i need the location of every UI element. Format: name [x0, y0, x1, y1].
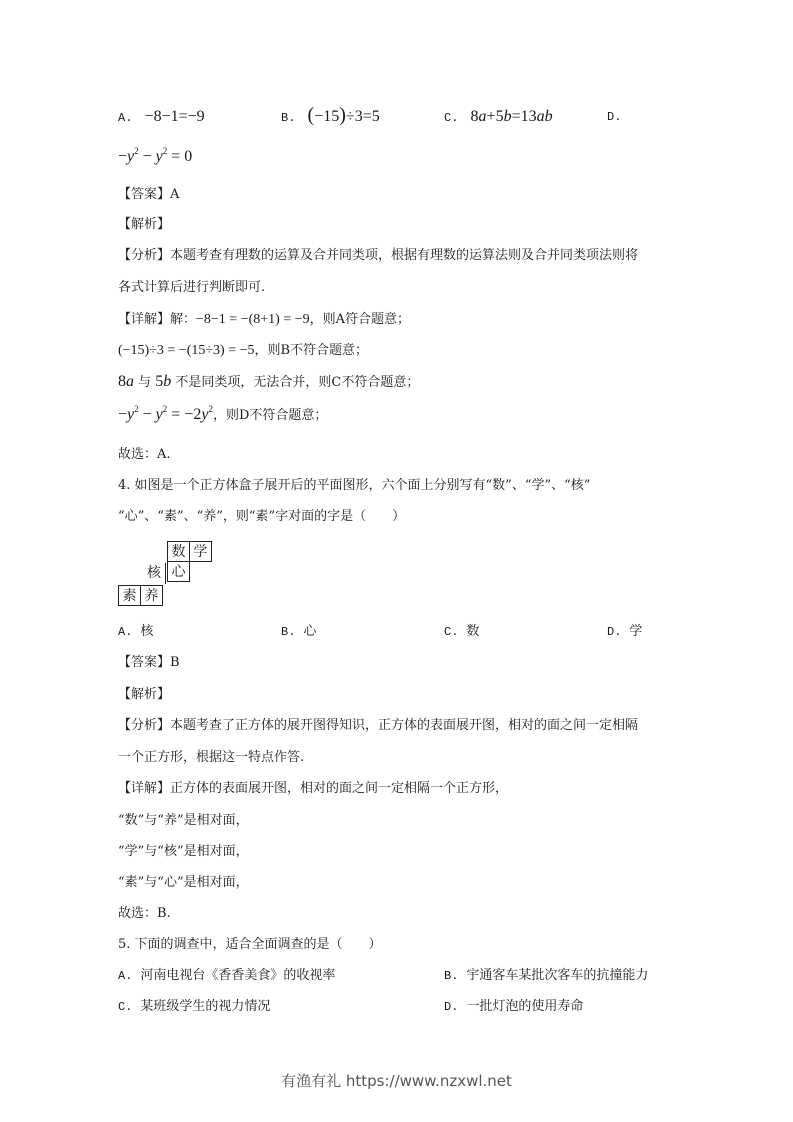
option-label: C.	[444, 111, 459, 125]
q4-detail-line3: “学”与“核”是相对面，	[118, 844, 249, 859]
q4-detail-line1: 【详解】正方体的表面展开图，相对的面之间一定相隔一个正方形，	[118, 781, 509, 796]
option-text: 宇通客车某批次客车的抗撞能力	[466, 968, 649, 983]
q3-analysis-line1: 【分析】本题考查有理数的运算及合并同类项，根据有理数的运算法则及合并同类项法则将	[118, 248, 639, 263]
option-text: 核	[140, 624, 154, 639]
detail-suffix: ，则D不符合题意；	[212, 408, 328, 423]
option-label: C.	[118, 1000, 133, 1014]
q5-option-b	[444, 967, 648, 985]
option-label: A.	[118, 111, 133, 125]
q4-option-a	[118, 623, 153, 641]
option-text: 一批灯泡的使用寿命	[466, 999, 584, 1014]
net-cell: 素	[118, 585, 141, 606]
q4-detail-line2: “数”与“养”是相对面，	[118, 813, 249, 828]
q4-stem-line2: “心”、“素”、“养”，则“素”字对面的字是（ ）	[118, 509, 406, 524]
option-label: D.	[444, 1000, 459, 1014]
q4-analysis-header: 【解析】	[118, 687, 171, 702]
q3-option-c	[444, 108, 553, 127]
q3-option-d-expr: $-y^2 - y^2 = 0$	[118, 146, 193, 165]
detail-prefix: 【详解】解：	[118, 312, 197, 327]
q4-analysis-line2: 一个正方形，根据这一特点作答.	[118, 750, 305, 765]
q3-detail-line4	[118, 406, 327, 425]
q4-analysis-line1: 【分析】本题考查了正方体的展开图得知识，正方体的表面展开图，相对的面之间一定相隔	[118, 718, 639, 733]
option-label: C.	[444, 625, 459, 639]
q4-option-d	[607, 623, 642, 641]
q3-answer: 【答案】A	[118, 187, 180, 202]
q3-detail-line2	[118, 342, 368, 360]
option-label: B.	[281, 111, 296, 125]
detail-expr: −8−1 = −(8+1) = −9	[196, 312, 310, 327]
option-text: 某班级学生的视力情况	[140, 999, 271, 1014]
q3-option-d	[607, 108, 629, 126]
cube-net-diagram	[118, 541, 218, 611]
option-expr: −8−1=−9	[144, 108, 205, 125]
q5-stem: 5. 下面的调查中，适合全面调查的是（ ）	[118, 937, 382, 952]
q4-conclusion: 故选：B.	[118, 906, 171, 921]
q3-analysis-header: 【解析】	[118, 217, 171, 232]
option-label: A.	[118, 969, 133, 983]
option-label: B.	[444, 969, 459, 983]
detail-expr: $-y^2 - y^2 = -2y^2$	[118, 404, 213, 423]
q3-conclusion: 故选：A.	[118, 447, 171, 462]
option-text: 心	[303, 624, 317, 639]
detail-suffix: ，则A符合题意；	[309, 312, 410, 327]
detail-mid: 与	[134, 375, 156, 390]
q3-option-b	[281, 106, 380, 127]
option-text: 河南电视台《香香美食》的收视率	[140, 968, 336, 983]
q4-detail-line4: “素”与“心”是相对面，	[118, 875, 249, 890]
q5-option-c	[118, 998, 270, 1016]
q4-answer: 【答案】B	[118, 655, 180, 670]
detail-suffix: 不是同类项，无法合并，则C不符合题意；	[171, 375, 420, 390]
q3-detail-line1	[118, 311, 410, 329]
detail-suffix: ，则B不符合题意；	[254, 343, 369, 358]
q4-option-c	[444, 623, 479, 641]
q3-detail-line3	[118, 373, 419, 392]
detail-expr: (−15)÷3 = −(15÷3) = −5	[118, 343, 255, 358]
net-cell: 数	[167, 541, 190, 562]
option-expr: 8a+5b=13ab	[470, 108, 553, 125]
term-8a: 8a	[118, 373, 134, 390]
q3-option-a	[118, 108, 205, 127]
term-5b: 5b	[155, 373, 172, 390]
net-cell: 学	[189, 541, 212, 562]
q4-stem-line1: 4. 如图是一个正方体盒子展开后的平面图形，六个面上分别写有“数”、“学”、“核”	[118, 478, 591, 493]
q3-analysis-line2: 各式计算后进行判断即可.	[118, 280, 266, 295]
option-text: 学	[629, 624, 643, 639]
option-label: D.	[607, 625, 622, 639]
net-cell: 养	[140, 585, 163, 606]
option-label: A.	[118, 625, 133, 639]
option-expr: (−15)÷3=5	[307, 104, 380, 126]
q4-option-b	[281, 623, 316, 641]
option-text: 数	[466, 624, 480, 639]
q5-option-d	[444, 998, 583, 1016]
option-label: D.	[607, 110, 622, 124]
option-label: B.	[281, 625, 296, 639]
net-cell: 心	[167, 561, 190, 582]
q5-option-a	[118, 967, 335, 985]
net-cell: 核	[143, 563, 166, 584]
footer-watermark: 有渔有礼 https://www.nzxwl.net	[281, 1072, 512, 1090]
